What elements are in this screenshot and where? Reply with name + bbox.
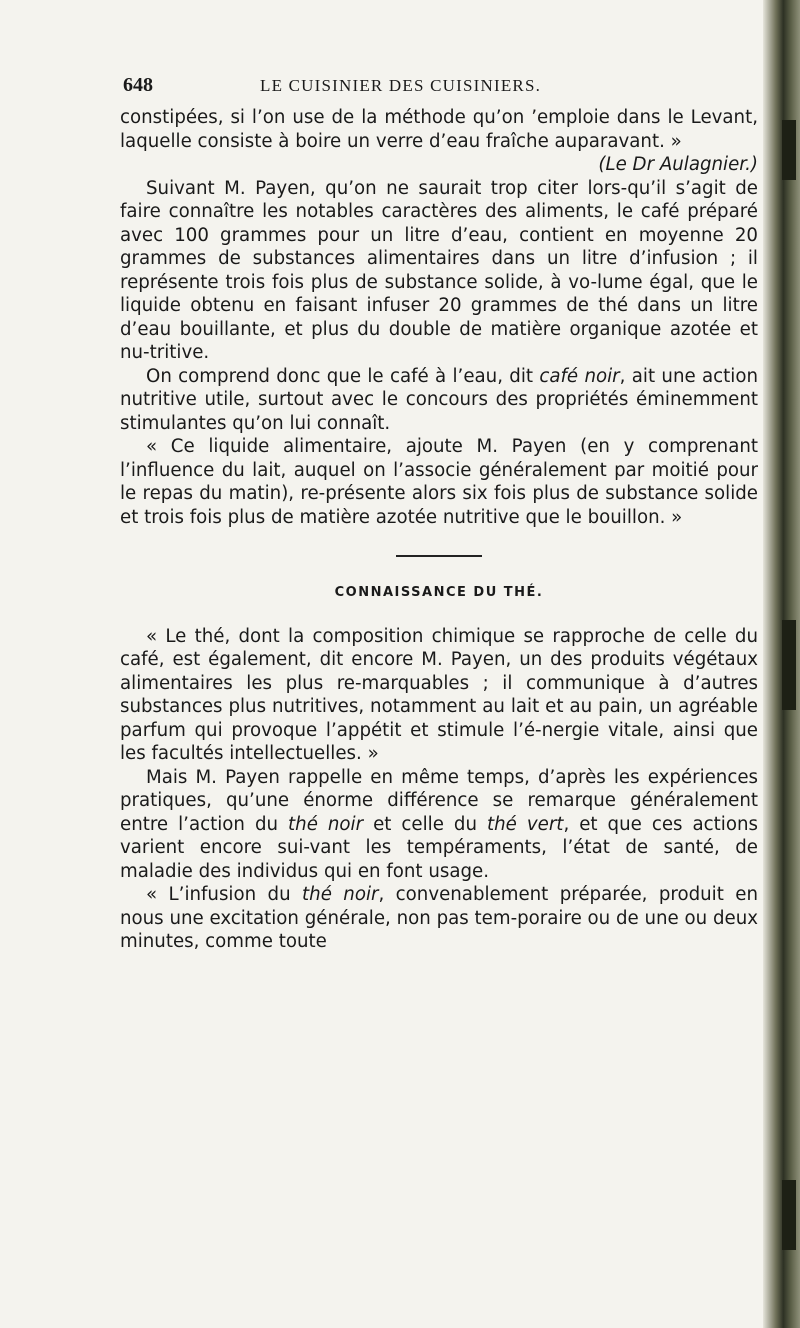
paragraph-6-italic-1: thé noir <box>288 813 364 835</box>
paragraph-3 <box>120 365 758 436</box>
page-edge-mark <box>782 1180 796 1250</box>
paragraph-7-text-b: , convenablement préparée, produit en nous une excitation générale, non pas tem-poraire ou de une ou deux minutes, comme toute <box>120 884 758 952</box>
paragraph-5: « Le thé, dont la composition chimique se rapproche de celle du café, est également, dit encore M. Payen, un des produits végétaux alimentaires les plus re-marquables ; il communique à d’autres substances plus nutritives, notamment au lait et au pain, un agréable parfum qui provoque l’appétit et stimule l’é-nergie vitale, ainsi que les facultés intellectuelles. » <box>120 625 758 764</box>
page-edge-mark <box>782 620 796 710</box>
paragraph-3-text-b: , ait une action nutritive utile, surtout avec le concours des propriétés éminemment stimulantes qu’on lui connaît. <box>120 365 758 434</box>
paragraph-6-text-c: , et que ces actions varient encore sui-vant les tempéraments, l’état de santé, de maladie des individus qui en font usage. <box>120 813 758 882</box>
paragraph-6-text-b: et celle du <box>363 813 488 835</box>
paragraph-6-italic-2: thé vert <box>487 813 564 835</box>
paragraph-7 <box>120 883 758 954</box>
page-number: 648 <box>123 74 153 96</box>
paragraph-7-italic: thé noir <box>302 884 379 905</box>
paragraph-6 <box>120 766 758 884</box>
page-text <box>120 106 758 954</box>
paragraph-3-italic: café noir <box>539 365 620 387</box>
page-edge-mark <box>782 120 796 180</box>
attribution-text: (Le Dr Aulagnier.) <box>598 154 758 175</box>
paragraph-4: « Ce liquide alimentaire, ajoute M. Payen (en y comprenant l’influence du lait, auquel on l’associe généralement par moitié pour le repas du matin), re-présente alors six fois plus de substance solide et trois fois plus de matière azotée nutritive que le bouillon. » <box>120 436 758 528</box>
page-header <box>123 74 753 106</box>
section-title: CONNAISSANCE DU THÉ. <box>334 585 544 600</box>
paragraph-2: Suivant M. Payen, qu’on ne saurait trop citer lors-qu’il s’agit de faire connaître les notables caractères des aliments, le café préparé avec 100 grammes pour un litre d’eau, contient en moyenne 20 grammes de substances alimentaires dans un litre d’infusion ; il représente trois fois plus de substance solide, à vo-lume égal, que le liquide obtenu en faisant infuser 20 grammes de thé dans un litre d’eau bouillante, et plus du double de matière organique azotée et nu-tritive. <box>120 177 758 363</box>
running-head: LE CUISINIER DES CUISINIERS. <box>260 76 542 95</box>
section-divider <box>396 555 482 557</box>
paragraph-1: constipées, si l’on use de la méthode qu’on ’emploie dans le Levant, laquelle consiste à boire un verre d’eau fraîche auparavant. » <box>120 107 758 152</box>
paragraph-3-text-a: On comprend donc que le café à l’eau, dit <box>146 365 540 387</box>
quote-attribution <box>120 153 758 177</box>
paragraph-6-text-a: Mais M. Payen rappelle en même temps, d’après les expériences pratiques, qu’une énorme différence se remarque généralement entre l’action du <box>120 766 758 835</box>
paragraph-7-text-a: « L’infusion du <box>146 884 303 905</box>
